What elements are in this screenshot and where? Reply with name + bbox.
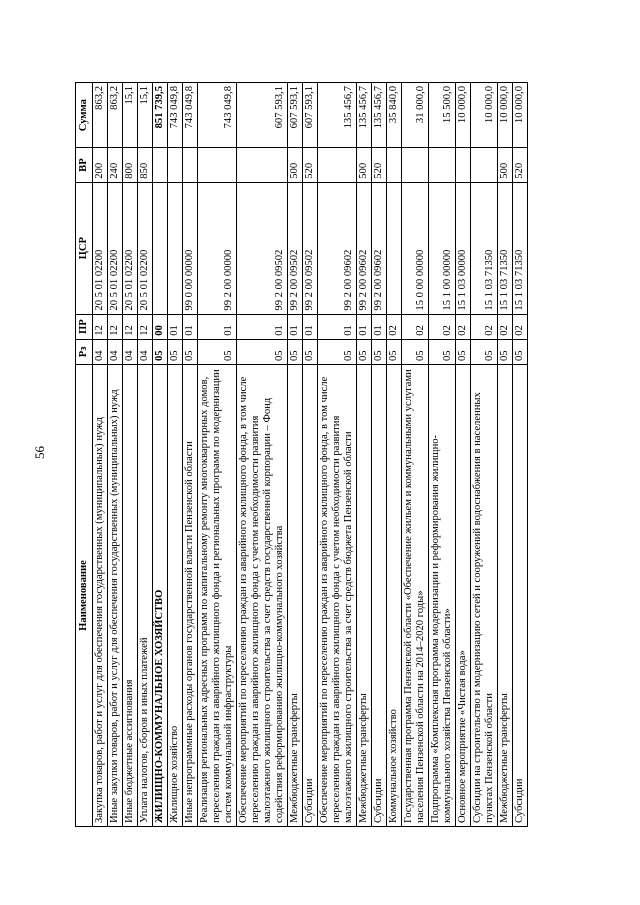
cell-rz: 05	[513, 339, 528, 364]
cell-sum: 851 739,5	[153, 83, 168, 148]
table-row	[456, 83, 471, 827]
cell-pr: 02	[471, 314, 498, 339]
cell-sum: 607 593,1	[237, 83, 288, 148]
cell-rz: 05	[153, 339, 168, 364]
cell-name: Жилищное хозяйство	[168, 365, 183, 827]
cell-csr: 20 5 01 02200	[123, 182, 138, 314]
cell-sum: 135 456,7	[318, 83, 357, 148]
table-row	[513, 83, 528, 827]
cell-sum: 15,1	[138, 83, 153, 148]
table-row	[318, 83, 357, 827]
cell-vr	[456, 148, 471, 182]
cell-vr	[318, 148, 357, 182]
cell-name: Уплата налогов, сборов и иных платежей	[138, 365, 153, 827]
table-row	[183, 83, 198, 827]
cell-rz: 05	[303, 339, 318, 364]
cell-name: Подпрограмма «Комплексная программа модернизации и реформирования жилищно-коммунального хозяйства Пензенской области»	[429, 365, 456, 827]
cell-pr: 00	[153, 314, 168, 339]
header-csr: ЦСР	[76, 182, 93, 314]
cell-csr: 99 2 00 09602	[357, 182, 372, 314]
cell-vr: 800	[123, 148, 138, 182]
header-name: Наименование	[76, 365, 93, 827]
cell-sum: 135 456,7	[357, 83, 372, 148]
table-row	[387, 83, 402, 827]
cell-csr: 99 2 00 09502	[237, 182, 288, 314]
cell-pr: 01	[237, 314, 288, 339]
cell-pr: 12	[108, 314, 123, 339]
cell-rz: 05	[237, 339, 288, 364]
cell-csr: 15 1 03 00000	[456, 182, 471, 314]
table-body	[93, 83, 528, 827]
cell-pr: 12	[138, 314, 153, 339]
cell-vr	[471, 148, 498, 182]
table-row	[123, 83, 138, 827]
page-number: 56	[32, 446, 47, 459]
table-row	[168, 83, 183, 827]
cell-sum: 863,2	[108, 83, 123, 148]
cell-csr: 20 5 01 02200	[93, 182, 108, 314]
table-row	[108, 83, 123, 827]
cell-vr	[429, 148, 456, 182]
cell-name: Субсидии	[372, 365, 387, 827]
cell-sum: 607 593,1	[303, 83, 318, 148]
cell-pr: 02	[513, 314, 528, 339]
cell-pr: 02	[402, 314, 429, 339]
cell-rz: 05	[456, 339, 471, 364]
cell-pr: 02	[429, 314, 456, 339]
cell-vr: 520	[513, 148, 528, 182]
cell-rz: 05	[168, 339, 183, 364]
cell-name: ЖИЛИЩНО-КОММУНАЛЬНОЕ ХОЗЯЙСТВО	[153, 365, 168, 827]
cell-csr	[387, 182, 402, 314]
cell-sum: 15,1	[123, 83, 138, 148]
cell-rz: 05	[372, 339, 387, 364]
cell-pr: 02	[456, 314, 471, 339]
cell-sum: 35 840,0	[387, 83, 402, 148]
cell-rz: 05	[429, 339, 456, 364]
cell-name: Межбюджетные трансферты	[498, 365, 513, 827]
cell-vr: 500	[357, 148, 372, 182]
table-row	[303, 83, 318, 827]
cell-name: Государственная программа Пензенской области «Обеспечение жильем и коммунальными услугами населения Пензенской области на 2014–2020 годы»	[402, 365, 429, 827]
cell-pr: 01	[318, 314, 357, 339]
cell-pr: 02	[498, 314, 513, 339]
table-row	[288, 83, 303, 827]
cell-vr: 240	[108, 148, 123, 182]
cell-vr: 520	[303, 148, 318, 182]
cell-csr: 99 2 00 09502	[288, 182, 303, 314]
cell-csr: 15 1 00 00000	[429, 182, 456, 314]
cell-csr: 99 2 00 09602	[318, 182, 357, 314]
cell-csr: 99 2 00 09502	[303, 182, 318, 314]
table-row	[357, 83, 372, 827]
cell-sum: 31 000,0	[402, 83, 429, 148]
cell-rz: 05	[288, 339, 303, 364]
header-rz: Рз	[76, 339, 93, 364]
cell-sum: 743 049,8	[183, 83, 198, 148]
cell-vr: 520	[372, 148, 387, 182]
cell-pr: 01	[168, 314, 183, 339]
cell-name: Коммунальное хозяйство	[387, 365, 402, 827]
cell-vr	[387, 148, 402, 182]
cell-sum: 607 593,1	[288, 83, 303, 148]
cell-csr: 15 1 03 71350	[471, 182, 498, 314]
cell-csr	[153, 182, 168, 314]
cell-rz: 05	[387, 339, 402, 364]
cell-name: Иные закупки товаров, работ и услуг для обеспечения государственных (муниципальных) нужд	[108, 365, 123, 827]
cell-pr: 01	[288, 314, 303, 339]
cell-sum: 743 049,8	[168, 83, 183, 148]
table-row	[138, 83, 153, 827]
cell-name: Субсидии	[513, 365, 528, 827]
table-row	[372, 83, 387, 827]
cell-name: Межбюджетные трансферты	[357, 365, 372, 827]
cell-vr	[183, 148, 198, 182]
table-row	[93, 83, 108, 827]
header-sum: Сумма	[76, 83, 93, 148]
cell-name: Обеспечение мероприятий по переселению граждан из аварийного жилищного фонда, в том числе переселению граждан из аварийного жилищного фонда с учетом необходимости развития малоэтажного жилищного строительства за счет средств государственной корпорации – Фонд содействия реформированию жилищно-коммунального хозяйства	[237, 365, 288, 827]
cell-name: Субсидии	[303, 365, 318, 827]
cell-sum: 15 500,0	[429, 83, 456, 148]
cell-sum: 10 000,0	[471, 83, 498, 148]
cell-pr: 01	[183, 314, 198, 339]
cell-pr: 01	[198, 314, 237, 339]
cell-rz: 04	[123, 339, 138, 364]
header-pr: ПР	[76, 314, 93, 339]
table-row	[471, 83, 498, 827]
cell-rz: 05	[471, 339, 498, 364]
header-vr: ВР	[76, 148, 93, 182]
table-row	[498, 83, 513, 827]
cell-csr: 20 5 01 02200	[108, 182, 123, 314]
cell-csr: 99 2 00 00000	[198, 182, 237, 314]
cell-name: Основное мероприятие «Чистая вода»	[456, 365, 471, 827]
cell-vr: 200	[93, 148, 108, 182]
cell-csr: 99 0 00 00000	[183, 182, 198, 314]
cell-name: Реализация региональных адресных программ по капитальному ремонту многоквартирных домов, переселению граждан из аварийного жилищного фонда и региональных программ по модернизации систем коммунальной инфраструктуры	[198, 365, 237, 827]
cell-sum: 135 456,7	[372, 83, 387, 148]
cell-sum: 10 000,0	[456, 83, 471, 148]
cell-pr: 12	[93, 314, 108, 339]
cell-csr: 15 1 03 71350	[498, 182, 513, 314]
cell-sum: 10 000,0	[498, 83, 513, 148]
cell-vr	[168, 148, 183, 182]
cell-sum: 10 000,0	[513, 83, 528, 148]
cell-name: Закупка товаров, работ и услуг для обеспечения государственных (муниципальных) нужд	[93, 365, 108, 827]
cell-name: Иные бюджетные ассигнования	[123, 365, 138, 827]
cell-pr: 01	[303, 314, 318, 339]
table-header-row	[76, 83, 93, 827]
cell-rz: 05	[498, 339, 513, 364]
cell-rz: 04	[138, 339, 153, 364]
cell-name: Межбюджетные трансферты	[288, 365, 303, 827]
cell-rz: 05	[183, 339, 198, 364]
cell-pr: 01	[372, 314, 387, 339]
cell-rz: 05	[318, 339, 357, 364]
cell-csr: 20 5 01 02200	[138, 182, 153, 314]
cell-sum: 743 049,8	[198, 83, 237, 148]
cell-vr: 500	[288, 148, 303, 182]
cell-sum: 863,2	[93, 83, 108, 148]
cell-vr	[402, 148, 429, 182]
cell-vr: 850	[138, 148, 153, 182]
cell-rz: 05	[402, 339, 429, 364]
table-row	[198, 83, 237, 827]
cell-csr	[168, 182, 183, 314]
cell-name: Иные непрограммные расходы органов государственной власти Пензенской области	[183, 365, 198, 827]
cell-vr	[237, 148, 288, 182]
cell-csr: 15 0 00 00000	[402, 182, 429, 314]
cell-rz: 04	[93, 339, 108, 364]
cell-vr	[198, 148, 237, 182]
table-row	[153, 83, 168, 827]
table-row	[237, 83, 288, 827]
cell-pr: 02	[387, 314, 402, 339]
cell-pr: 01	[357, 314, 372, 339]
budget-table	[75, 82, 528, 827]
cell-csr: 99 2 00 09602	[372, 182, 387, 314]
cell-rz: 04	[108, 339, 123, 364]
cell-vr: 500	[498, 148, 513, 182]
cell-vr	[153, 148, 168, 182]
cell-name: Обеспечение мероприятий по переселению граждан из аварийного жилищного фонда, в том числе переселению граждан из аварийного жилищного фонда с учетом необходимости развития малоэтажного жилищного строительства за счет средств бюджета Пензенской области	[318, 365, 357, 827]
cell-rz: 05	[357, 339, 372, 364]
table-row	[429, 83, 456, 827]
cell-pr: 12	[123, 314, 138, 339]
cell-csr: 15 1 03 71350	[513, 182, 528, 314]
cell-rz: 05	[198, 339, 237, 364]
table-row	[402, 83, 429, 827]
cell-name: Субсидии на строительство и модернизацию сетей и сооружений водоснабжения в населенных пунктах Пензенской области	[471, 365, 498, 827]
